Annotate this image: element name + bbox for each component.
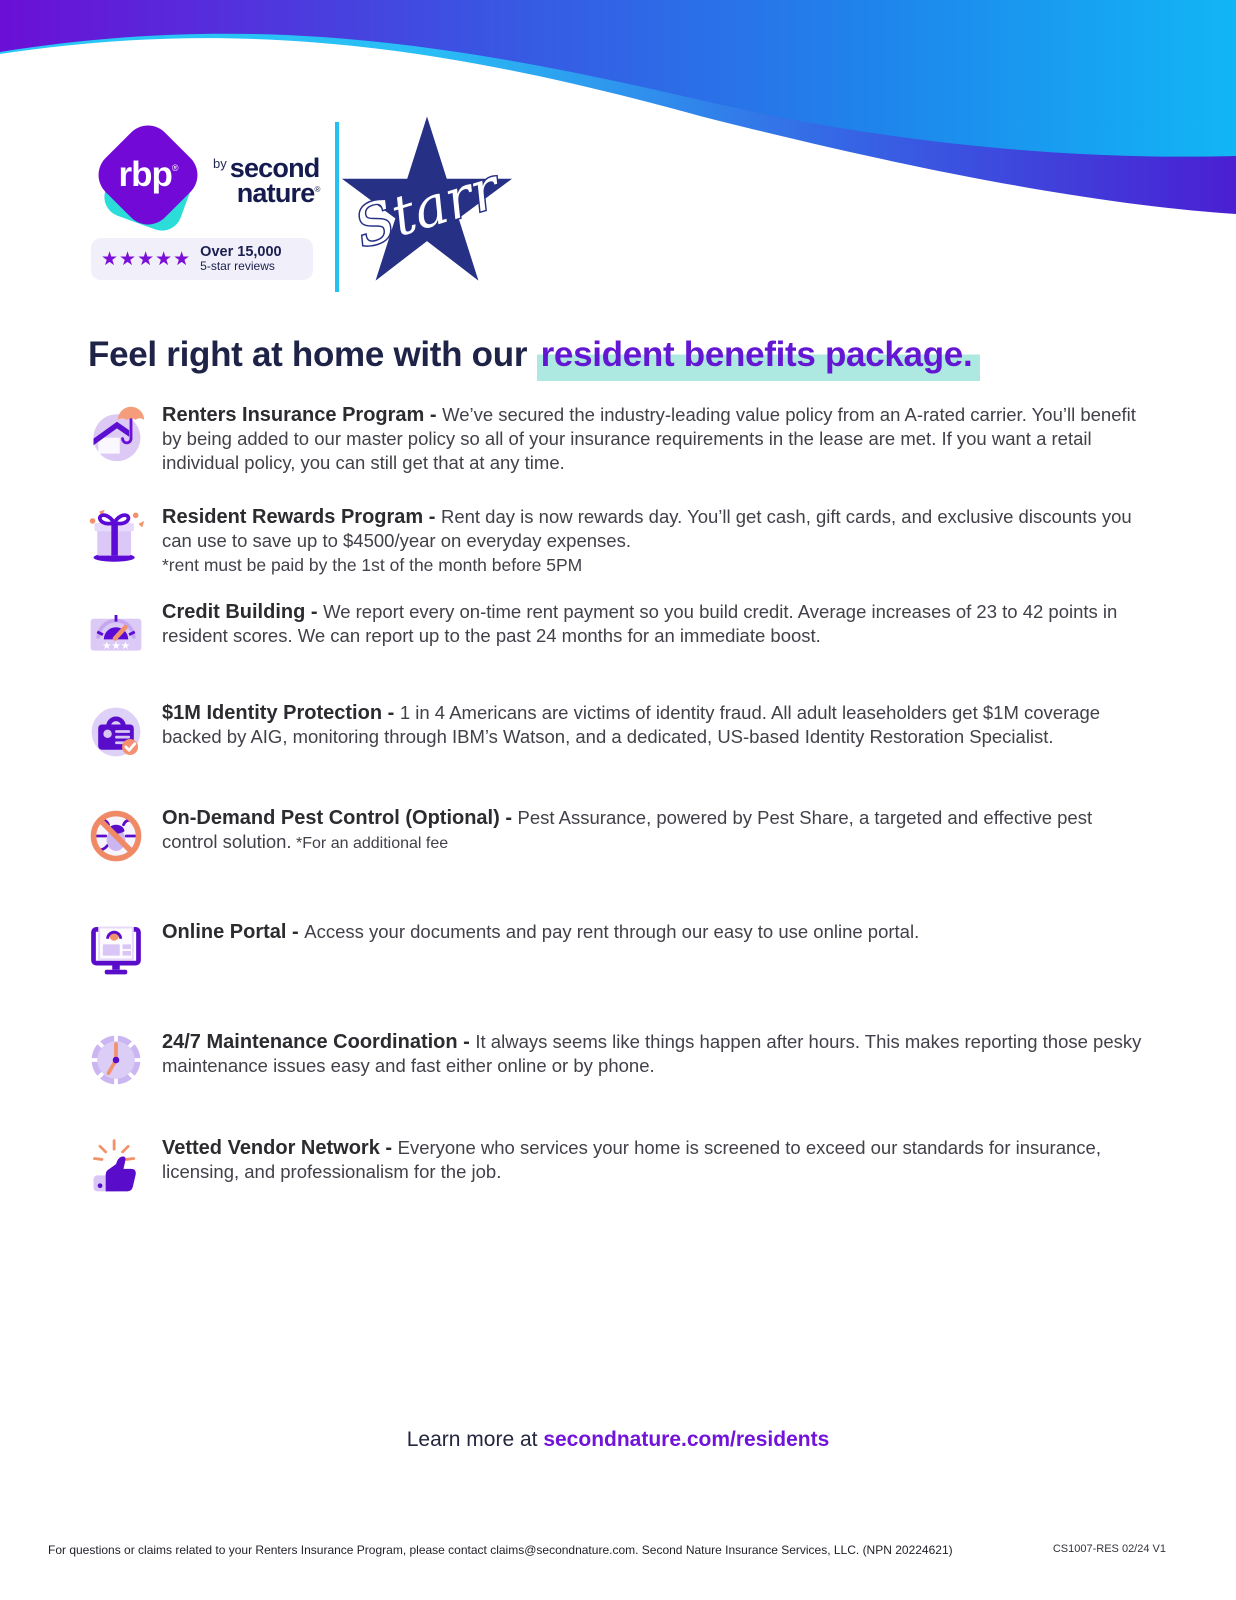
svg-text:★: ★ bbox=[111, 640, 121, 652]
benefit-label: Renters Insurance Program - bbox=[162, 404, 443, 426]
brand-word-second: second bbox=[229, 153, 320, 183]
starr-logo-text: Starr bbox=[347, 156, 507, 261]
legal-text: For questions or claims related to your Renters Insurance Program, please contact claims@secondnature.com. Second Nature Insurance Services, LLC. (NPN 20224621) bbox=[48, 1543, 953, 1557]
reviews-count: Over 15,000 bbox=[200, 243, 282, 260]
benefit-label: Resident Rewards Program - bbox=[162, 506, 441, 528]
benefit-description: Rent day is now rewards day. You’ll get cash, gift cards, and exclusive discounts you can use to save up to $4500/year on everyday expenses. bbox=[162, 506, 1132, 551]
benefit-online-portal bbox=[85, 920, 1147, 980]
benefit-label: Credit Building - bbox=[162, 601, 324, 623]
document-code: CS1007-RES 02/24 V1 bbox=[1052, 1543, 1166, 1555]
benefit-description: Access your documents and pay rent through our easy to use online portal. bbox=[304, 921, 920, 942]
learn-more-prefix: Learn more at bbox=[406, 1428, 544, 1451]
rbp-logo bbox=[92, 123, 204, 235]
online-portal-icon bbox=[85, 920, 147, 980]
starr-star-icon bbox=[338, 112, 516, 297]
benefit-description: We’ve secured the industry-leading value policy from an A-rated carrier. You’ll benefit by being added to our master policy so all of your insurance requirements in the lease are met. If you want a retail individual policy, you can still get that at any time. bbox=[162, 404, 1136, 473]
page-title bbox=[88, 335, 1168, 375]
registered-mark: ® bbox=[171, 163, 178, 173]
reviews-label: 5-star reviews bbox=[200, 259, 275, 274]
id-lock-icon bbox=[85, 701, 147, 761]
benefit-description: Everyone who services your home is screened to exceed our standards for insurance, licensing, and professionalism for the job. bbox=[162, 1137, 1101, 1182]
benefit-pest-control bbox=[85, 806, 1147, 866]
benefit-vendor-network bbox=[85, 1136, 1147, 1196]
no-pest-icon bbox=[85, 806, 147, 866]
title-highlight: resident benefits package. bbox=[537, 335, 981, 381]
title-prefix: Feel right at home with our bbox=[88, 335, 537, 374]
reviews-badge bbox=[91, 238, 313, 280]
benefit-identity-protection bbox=[85, 701, 1147, 761]
credit-gauge-icon bbox=[85, 600, 147, 660]
benefit-label: $1M Identity Protection - bbox=[162, 702, 400, 724]
benefit-resident-rewards bbox=[85, 505, 1147, 577]
thumbs-up-icon bbox=[85, 1136, 147, 1196]
benefit-renters-insurance bbox=[85, 403, 1147, 475]
benefit-description: 1 in 4 Americans are victims of identity fraud. All adult leaseholders get $1M coverage backed by AIG, monitoring through IBM’s Watson, and a dedicated, US-based Identity Restoration Specialist. bbox=[162, 702, 1101, 747]
benefit-description: It always seems like things happen after hours. This makes reporting those pesky maintenance issues easy and fast either online or by phone. bbox=[162, 1031, 1142, 1076]
rbp-logo-text: rbp ® bbox=[118, 155, 178, 194]
benefits-list bbox=[85, 403, 1147, 1196]
learn-more-link[interactable]: secondnature.com/residents bbox=[543, 1428, 830, 1451]
registered-mark: ® bbox=[314, 184, 320, 194]
benefit-label: 24/7 Maintenance Coordination - bbox=[162, 1031, 476, 1053]
benefit-footnote: *For an additional fee bbox=[291, 835, 449, 852]
legal-footer bbox=[48, 1543, 1166, 1557]
gift-icon bbox=[85, 505, 147, 565]
clock-icon bbox=[85, 1030, 147, 1090]
by-label: by bbox=[213, 156, 227, 171]
benefit-description: We report every on-time rent payment so you build credit. Average increases of 23 to 42 points in resident scores. We can report up to the past 24 months for an immediate boost. bbox=[162, 601, 1118, 646]
starr-logo bbox=[338, 112, 516, 297]
benefit-label: Online Portal - bbox=[162, 921, 305, 943]
svg-text:★: ★ bbox=[102, 640, 112, 652]
benefit-label: On-Demand Pest Control (Optional) - bbox=[162, 807, 518, 829]
umbrella-house-icon bbox=[85, 403, 147, 463]
second-nature-wordmark bbox=[213, 153, 333, 208]
five-star-rating-icon: ★★★★★ bbox=[101, 248, 192, 270]
brand-word-nature: nature® bbox=[236, 177, 320, 208]
benefit-footnote: *rent must be paid by the 1st of the month before 5PM bbox=[162, 555, 583, 575]
benefit-description: Pest Assurance, powered by Pest Share, a targeted and effective pest control solution. bbox=[162, 807, 1093, 852]
svg-text:★: ★ bbox=[120, 640, 130, 652]
benefit-maintenance bbox=[85, 1030, 1147, 1090]
benefit-label: Vetted Vendor Network - bbox=[162, 1137, 398, 1159]
learn-more-line bbox=[0, 1428, 1236, 1452]
benefit-credit-building bbox=[85, 600, 1147, 660]
